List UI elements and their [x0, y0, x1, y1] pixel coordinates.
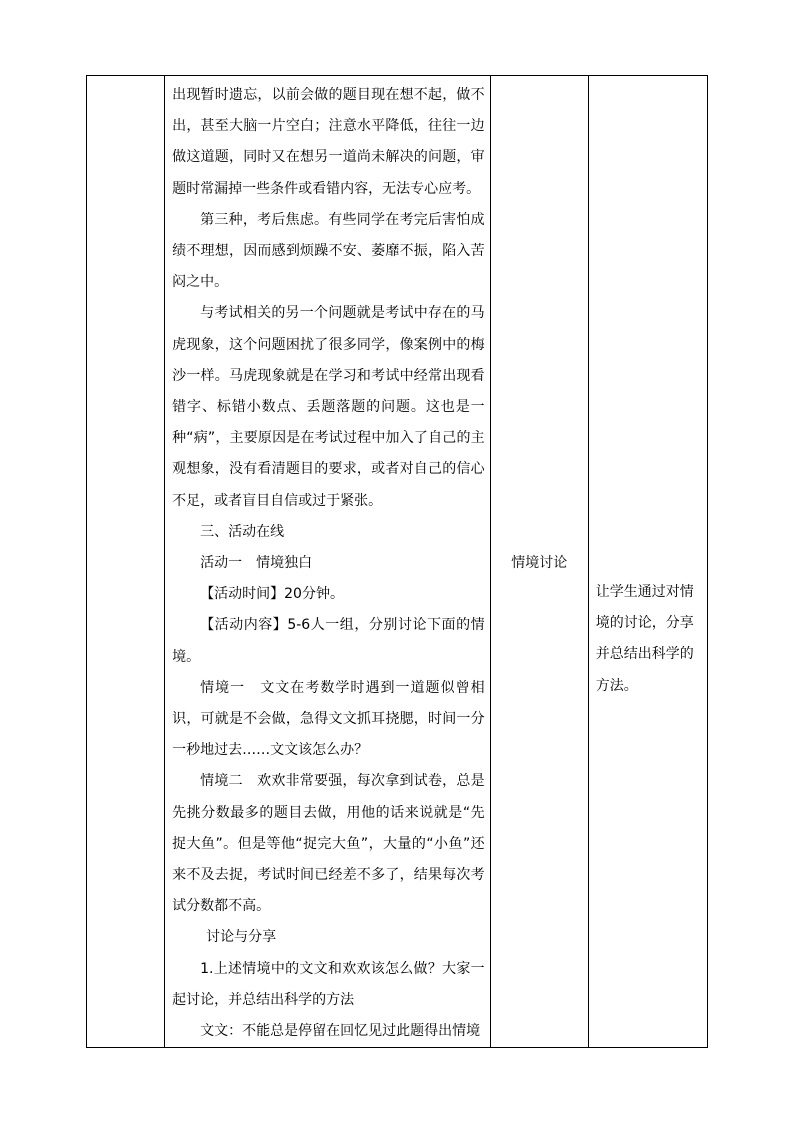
method-column — [490, 76, 588, 1048]
discussion-question: 1.上述情境中的文文和欢欢该怎么做？大家一起讨论，并总结出科学的方法 — [172, 960, 485, 1008]
goal-text: 让学生通过对情境的讨论，分享并总结出科学的方法。 — [595, 584, 694, 694]
paragraph: 与考试相关的另一个问题就是考试中存在的马虎现象，这个问题困扰了很多同学，像案例中的梅沙一样。马虎现象就是在学习和考试中经常出现看错字、标错小数点、丢题落题的问题。这也是一种“病”，主要原因是在考试过程中加入了自己的主观想象，没有看清题目的要求，或者对自己的信心不足，或者盲目自信或过于紧张。 — [172, 305, 485, 509]
discussion-heading: 讨论与分享 — [206, 929, 277, 946]
activity-time: 【活动时间】20分钟。 — [200, 586, 344, 603]
content-text — [165, 76, 490, 1047]
scenario-two: 情境二 欢欢非常要强，每次拿到试卷，总是先挑分数最多的题目去做，用他的话来说就是“先捉大鱼”。但是等他“捉完大鱼”，大量的“小鱼”还来不及去捉，考试时间已经差不多了，结果每次考试分数都不高。 — [172, 773, 485, 915]
activity-title: 活动一 情境独白 — [200, 555, 313, 572]
stage-cell — [87, 76, 165, 1048]
table-row — [87, 76, 708, 1048]
lesson-table — [86, 75, 708, 1048]
answer-wenwen: 文文：不能总是停留在回忆见过此题得出情境 — [200, 1023, 481, 1040]
scenario-one: 情境一 文文在考数学时遇到一道题似曾相识，可就是不会做，急得文文抓耳挠腮，时间一分一秒地过去……文文该怎么办？ — [172, 679, 485, 759]
content-cell — [165, 76, 491, 1048]
activity-content: 【活动内容】5-6人一组，分别讨论下面的情境。 — [172, 617, 485, 665]
method-text: 情境讨论 — [511, 555, 568, 571]
goal-column — [588, 76, 707, 1048]
paragraph: 第三种，考后焦虑。有些同学在考完后害怕成绩不理想，因而感到烦躁不安、萎靡不振，陷入苦闷之中。 — [172, 211, 485, 291]
paragraph: 出现暂时遗忘，以前会做的题目现在想不起，做不出，甚至大脑一片空白；注意水平降低，往往一边做这道题，同时又在想另一道尚未解决的问题，审题时常漏掉一些条件或看错内容，无法专心应考。 — [172, 87, 485, 197]
section-heading: 三、活动在线 — [200, 523, 285, 540]
